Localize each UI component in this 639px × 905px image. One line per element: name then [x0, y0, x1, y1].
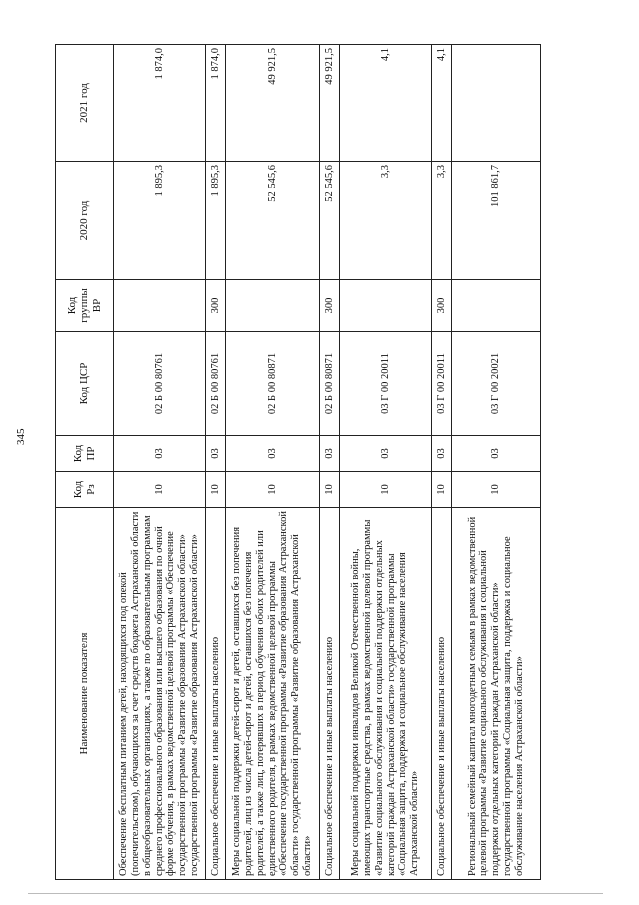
row-2020: 3,3	[340, 162, 432, 280]
row-rz: 10	[340, 472, 432, 508]
row-pr: 03	[114, 436, 206, 472]
header-vr: Код группы ВР	[56, 280, 114, 332]
row-csr: 02 Б 00 80871	[226, 332, 320, 436]
table-row	[114, 45, 206, 880]
row-name: Социальное обеспечение и иные выплаты населению	[320, 508, 340, 880]
row-2021: 1 874,0	[114, 45, 206, 162]
table-row	[226, 45, 320, 880]
row-2021	[452, 45, 541, 162]
row-pr: 03	[452, 436, 541, 472]
table-header-row	[56, 45, 114, 880]
header-2021: 2021 год	[56, 45, 114, 162]
row-2020: 1 895,3	[114, 162, 206, 280]
row-rz: 10	[114, 472, 206, 508]
row-csr: 03 Г 00 20011	[340, 332, 432, 436]
row-vr: 300	[320, 280, 340, 332]
row-rz: 10	[320, 472, 340, 508]
row-pr: 03	[340, 436, 432, 472]
table-row	[206, 45, 226, 880]
row-csr: 03 Г 00 20021	[452, 332, 541, 436]
row-csr: 02 Б 00 80871	[320, 332, 340, 436]
row-name: Меры социальной поддержки инвалидов Великой Отечественной войны, имеющих транспортные средства, в рамках ведомственной целевой программы «Развитие социального обслуживания и социальной поддержки отдельных категорий граждан Астраханской области» государственной программы «Социальная защита, поддержка и социальное обслуживание населения Астраханской области»	[340, 508, 432, 880]
budget-table	[55, 44, 541, 880]
row-vr	[452, 280, 541, 332]
rotated-table-container	[55, 45, 540, 880]
header-2020: 2020 год	[56, 162, 114, 280]
row-name: Социальное обеспечение и иные выплаты населению	[206, 508, 226, 880]
row-2021: 49 921,5	[320, 45, 340, 162]
row-rz: 10	[432, 472, 452, 508]
row-name: Социальное обеспечение и иные выплаты населению	[432, 508, 452, 880]
row-2020: 52 545,6	[320, 162, 340, 280]
row-pr: 03	[432, 436, 452, 472]
header-rz: Код Рз	[56, 472, 114, 508]
table-row	[320, 45, 340, 880]
row-vr	[340, 280, 432, 332]
row-name: Меры социальной поддержки детей-сирот и детей, оставшихся без попечения родителей, лиц из числа детей-сирот и детей, оставшихся без попечения родителей, а также лиц, потерявших в период обучения обоих родителей или единственного родителя, в рамках ведомственной целевой программы «Обеспечение государственной программы «Развитие образования Астраханской области» государственной программы «Развитие образования Астраханской области»	[226, 508, 320, 880]
row-vr	[114, 280, 206, 332]
table-row	[432, 45, 452, 880]
row-csr: 03 Г 00 20011	[432, 332, 452, 436]
row-pr: 03	[320, 436, 340, 472]
header-csr: Код ЦСР	[56, 332, 114, 436]
table-row	[452, 45, 541, 880]
table-row	[340, 45, 432, 880]
row-2021: 1 874,0	[206, 45, 226, 162]
row-vr	[226, 280, 320, 332]
row-name: Обеспечение бесплатным питанием детей, находящихся под опекой (попечительством), обучающихся за счет средств бюджета Астраханской области в общеобразовательных организациях, а также по образовательным программам среднего профессионального образования или высшего образования по очной форме обучения, в рамках ведомственной целевой программы «Обеспечение государственной программы «Развитие образования Астраханской области» государственной программы «Развитие образования Астраханской области»	[114, 508, 206, 880]
row-2021: 4,1	[340, 45, 432, 162]
row-2021: 4,1	[432, 45, 452, 162]
row-csr: 02 Б 00 80761	[206, 332, 226, 436]
row-rz: 10	[206, 472, 226, 508]
header-pr: Код ПР	[56, 436, 114, 472]
row-2020: 101 861,7	[452, 162, 541, 280]
row-pr: 03	[226, 436, 320, 472]
row-pr: 03	[206, 436, 226, 472]
scan-bottom-edge	[28, 893, 603, 894]
row-name: Региональный семейный капитал многодетным семьям в рамках ведомственной целевой программы «Развитие социального обслуживания и социальной поддержки отдельных категорий граждан Астраханской области» государственной программы «Социальная защита, поддержка и социальное обслуживание населения Астраханской области»	[452, 508, 541, 880]
row-vr: 300	[206, 280, 226, 332]
header-name: Наименование показателя	[56, 508, 114, 880]
page-number: 345	[15, 428, 27, 445]
row-vr: 300	[432, 280, 452, 332]
row-2020: 52 545,6	[226, 162, 320, 280]
row-2021: 49 921,5	[226, 45, 320, 162]
row-2020: 1 895,3	[206, 162, 226, 280]
row-csr: 02 Б 00 80761	[114, 332, 206, 436]
row-rz: 10	[226, 472, 320, 508]
row-rz: 10	[452, 472, 541, 508]
row-2020: 3,3	[432, 162, 452, 280]
